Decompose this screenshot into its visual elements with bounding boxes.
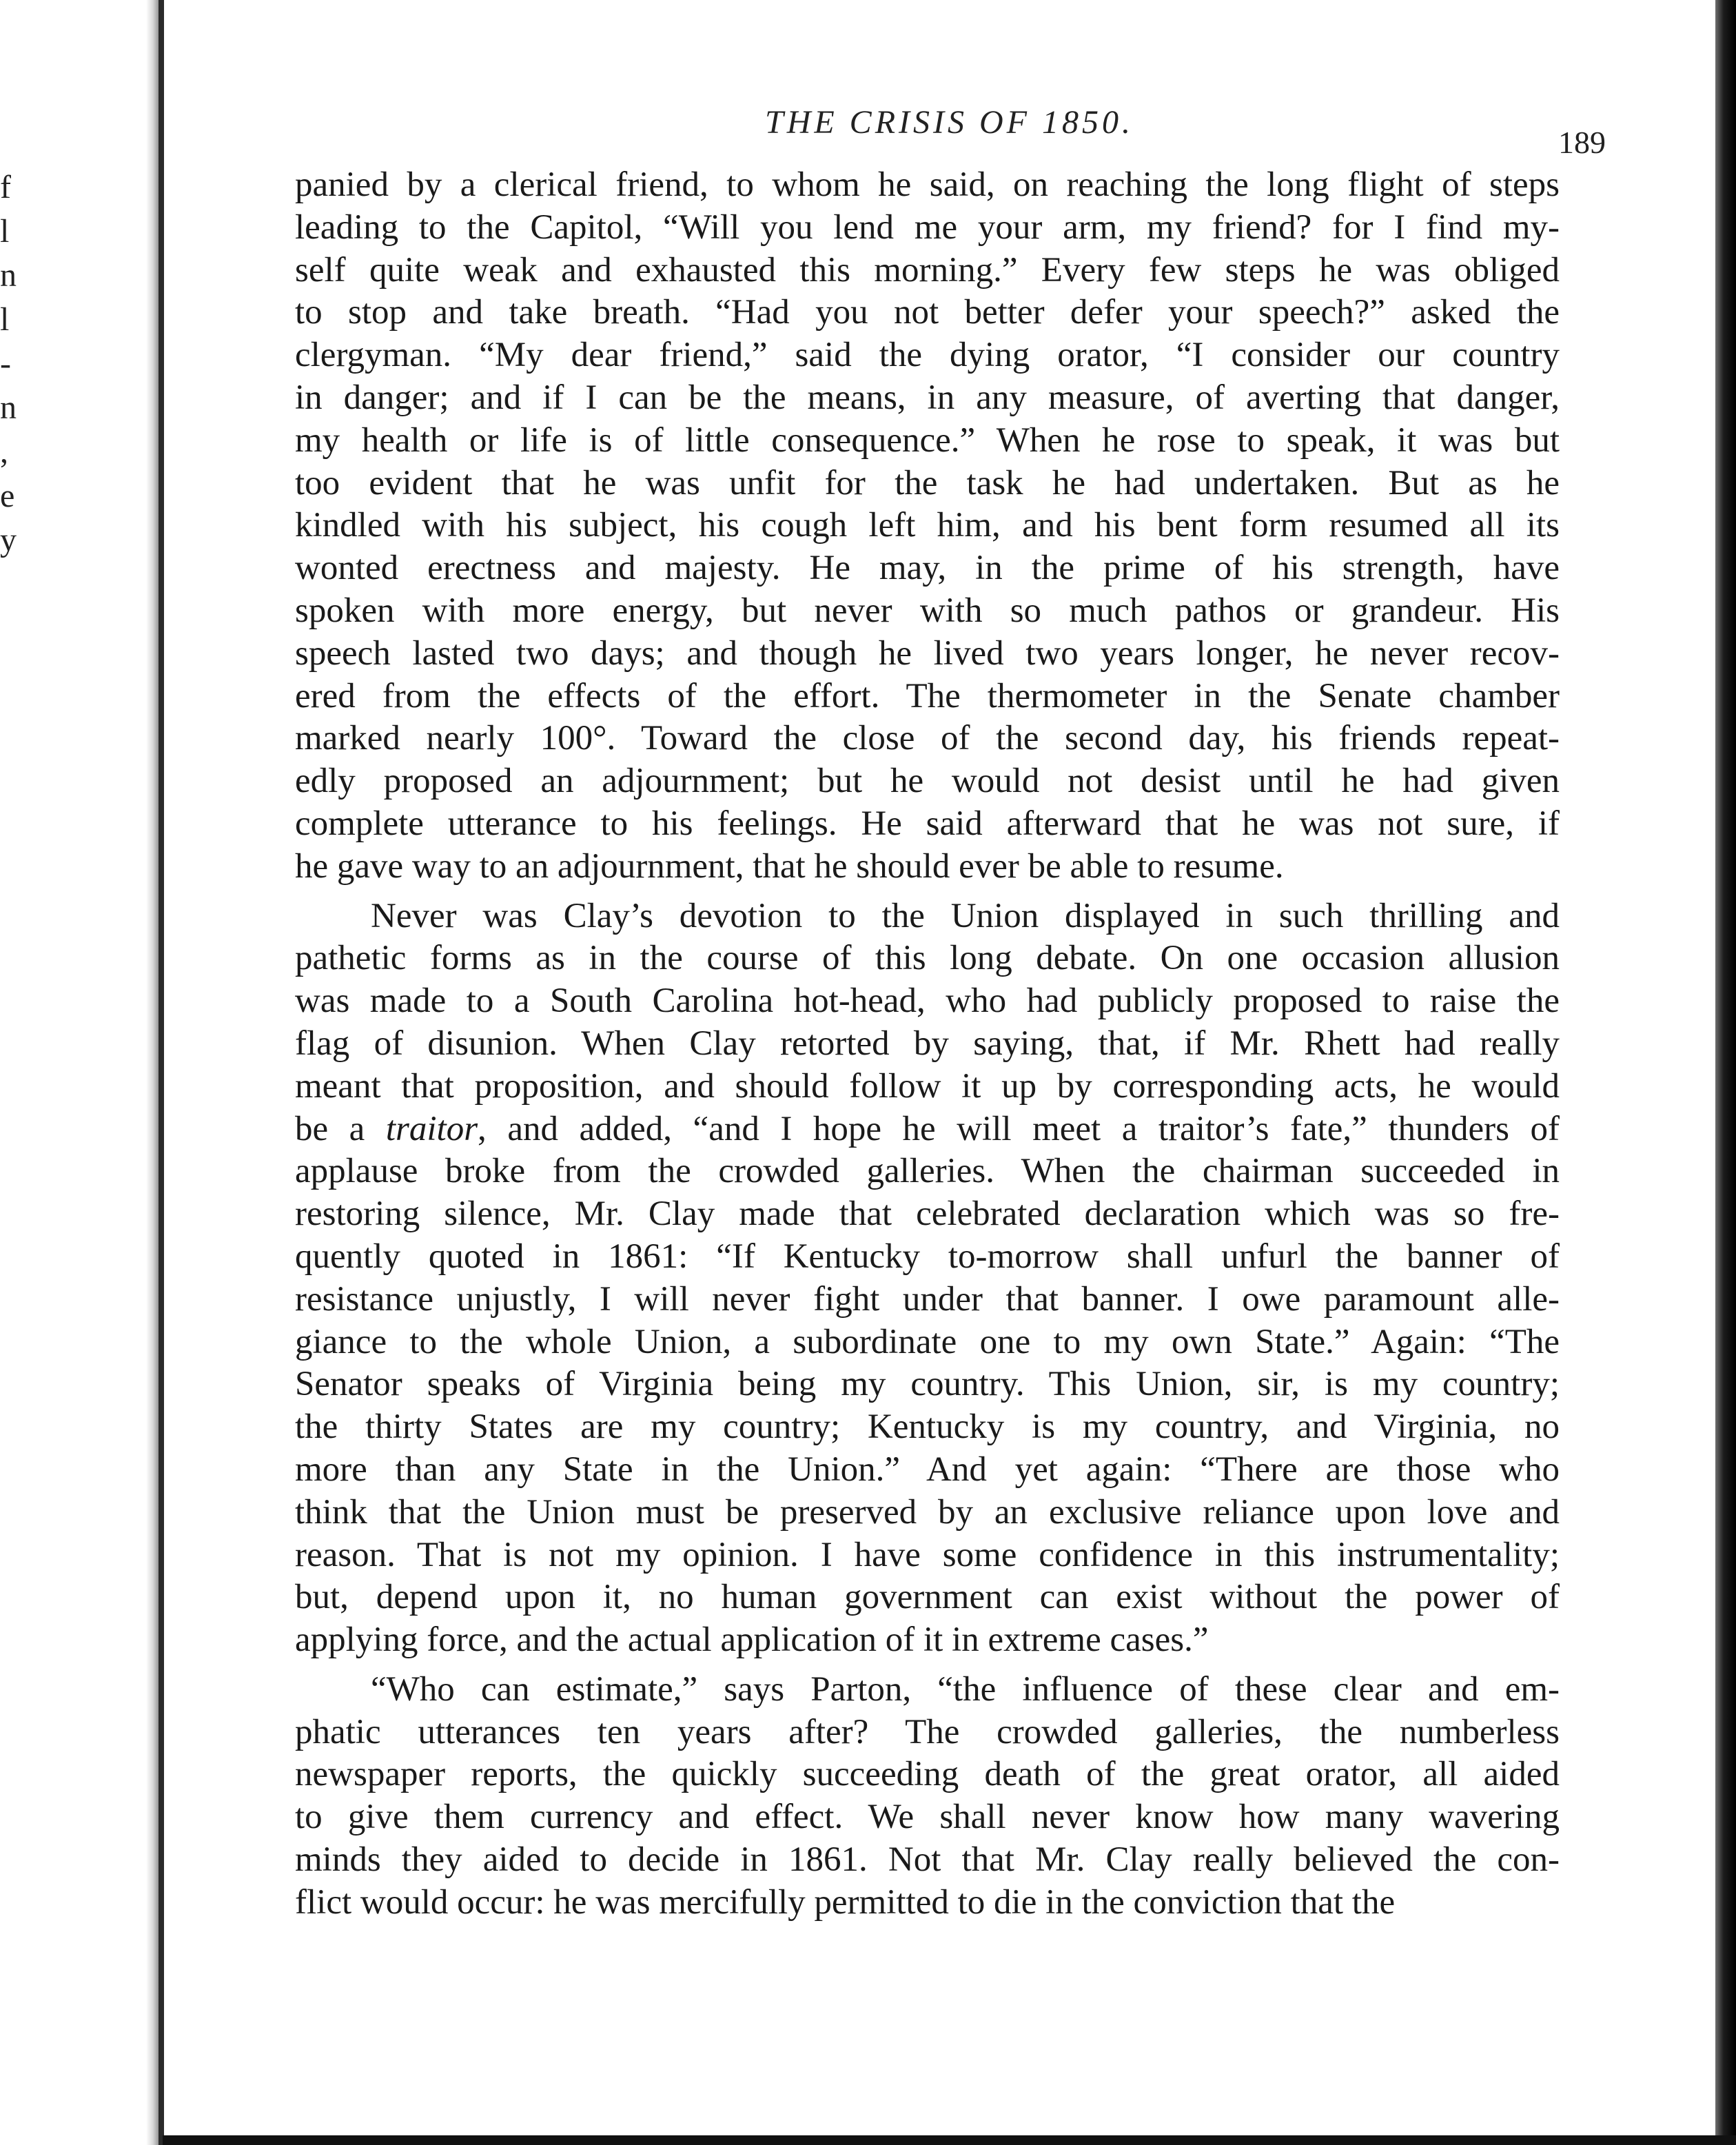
text-line: “Who can estimate,” says Parton, “the influence of these clear and em- [371, 1669, 1560, 1709]
text-line: was made to a South Carolina hot-head, who had publicly proposed to raise the [295, 982, 1560, 1021]
text-line: panied by a clerical friend, to whom he said, on reaching the long flight of steps [295, 165, 1560, 204]
text-line: be a traitor, and added, “and I hope he will meet a traitor’s fate,” thunders of [295, 1109, 1560, 1148]
text-line: too evident that he was unfit for the task he had undertaken. But as he [295, 463, 1560, 502]
text-line: my health or life is of little consequence.” When he rose to speak, it was but [295, 420, 1560, 460]
text-line: flag of disunion. When Clay retorted by saying, that, if Mr. Rhett had really [295, 1024, 1560, 1063]
text-line: think that the Union must be preserved by an exclusive reliance upon love and [295, 1492, 1560, 1532]
text-line: ered from the effects of the effort. The thermometer in the Senate chamber [295, 676, 1560, 715]
margin-fragment: n [0, 257, 17, 294]
page-edge-right [1715, 0, 1736, 2145]
text-line: edly proposed an adjournment; but he would not desist until he had given [295, 762, 1560, 801]
text-line: flict would occur: he was mercifully permitted to die in the conviction that the [295, 1882, 1396, 1922]
page-header [310, 103, 1606, 159]
text-line: self quite weak and exhausted this morning.” Every few steps he was obliged [295, 250, 1560, 289]
text-line: kindled with his subject, his cough left him, and his bent form resumed all its [295, 506, 1560, 545]
margin-fragment: l [0, 213, 10, 250]
text-line: speech lasted two days; and though he lived two years longer, he never recov- [295, 633, 1560, 673]
text-line: reason. That is not my opinion. I have some confidence in this instrumentality; [295, 1535, 1560, 1574]
text-line: applying force, and the actual application of it in extreme cases.” [295, 1620, 1209, 1660]
text-line: applause broke from the crowded galleries. When the chairman succeeded in [295, 1152, 1560, 1191]
text-line: newspaper reports, the quickly succeeding death of the great orator, all aided [295, 1755, 1560, 1794]
text-line: more than any State in the Union.” And yet again: “There are those who [295, 1450, 1560, 1489]
page-number: 189 [1558, 125, 1606, 160]
text-line: but, depend upon it, no human government can exist without the power of [295, 1578, 1560, 1617]
paragraph [295, 1669, 1560, 1924]
binding-gutter [0, 0, 163, 2145]
page-edge-bottom [163, 2135, 1736, 2145]
text-line: spoken with more energy, but never with so much pathos or grandeur. His [295, 591, 1560, 630]
facing-page-fragments [0, 165, 21, 562]
text-line: Never was Clay’s devotion to the Union displayed in such thrilling and [371, 896, 1560, 935]
text-line: he gave way to an adjournment, that he should ever be able to resume. [295, 846, 1284, 886]
text-line: the thirty States are my country; Kentucky is my country, and Virginia, no [295, 1407, 1560, 1447]
text-line: complete utterance to his feelings. He said afterward that he was not sure, if [295, 804, 1560, 843]
text-line: restoring silence, Mr. Clay made that celebrated declaration which was so fre- [295, 1195, 1560, 1234]
text-line: marked nearly 100°. Toward the close of the second day, his friends repeat- [295, 719, 1560, 758]
margin-fragment: y [0, 522, 17, 558]
text-line: pathetic forms as in the course of this long debate. On one occasion allusion [295, 939, 1560, 978]
margin-fragment: f [0, 169, 11, 205]
text-line: leading to the Capitol, “Will you lend me your arm, my friend? for I find my- [295, 207, 1560, 247]
margin-fragment: n [0, 389, 17, 426]
body-text [295, 164, 1560, 1924]
text-line: to stop and take breath. “Had you not better defer your speech?” asked the [295, 293, 1560, 332]
margin-fragment: - [0, 345, 11, 382]
text-line: minds they aided to decide in 1861. Not that Mr. Clay really believed the con- [295, 1840, 1560, 1880]
margin-fragment: e [0, 478, 15, 514]
running-head: THE CRISIS OF 1850. [765, 104, 1134, 141]
text-line: wonted erectness and majesty. He may, in the prime of his strength, have [295, 549, 1560, 588]
binding-strip [159, 0, 164, 2145]
text-line: to give them currency and effect. We shall never know how many wavering [295, 1798, 1560, 1837]
margin-fragment: , [0, 434, 8, 470]
text-line: phatic utterances ten years after? The crowded galleries, the numberless [295, 1712, 1560, 1751]
paragraph [295, 164, 1560, 888]
text-line: Senator speaks of Virginia being my country. This Union, sir, is my country; [295, 1365, 1560, 1404]
text-line: giance to the whole Union, a subordinate one to my own State.” Again: “The [295, 1322, 1560, 1361]
text-line: in danger; and if I can be the means, in any measure, of averting that danger, [295, 378, 1560, 417]
text-line: quently quoted in 1861: “If Kentucky to-morrow shall unfurl the banner of [295, 1237, 1560, 1276]
text-line: resistance unjustly, I will never fight under that banner. I owe paramount alle- [295, 1279, 1560, 1319]
text-line: meant that proposition, and should follow it up by corresponding acts, he would [295, 1066, 1560, 1106]
margin-fragment: l [0, 301, 10, 338]
paragraph [295, 895, 1560, 1662]
text-line: clergyman. “My dear friend,” said the dying orator, “I consider our country [295, 336, 1560, 375]
